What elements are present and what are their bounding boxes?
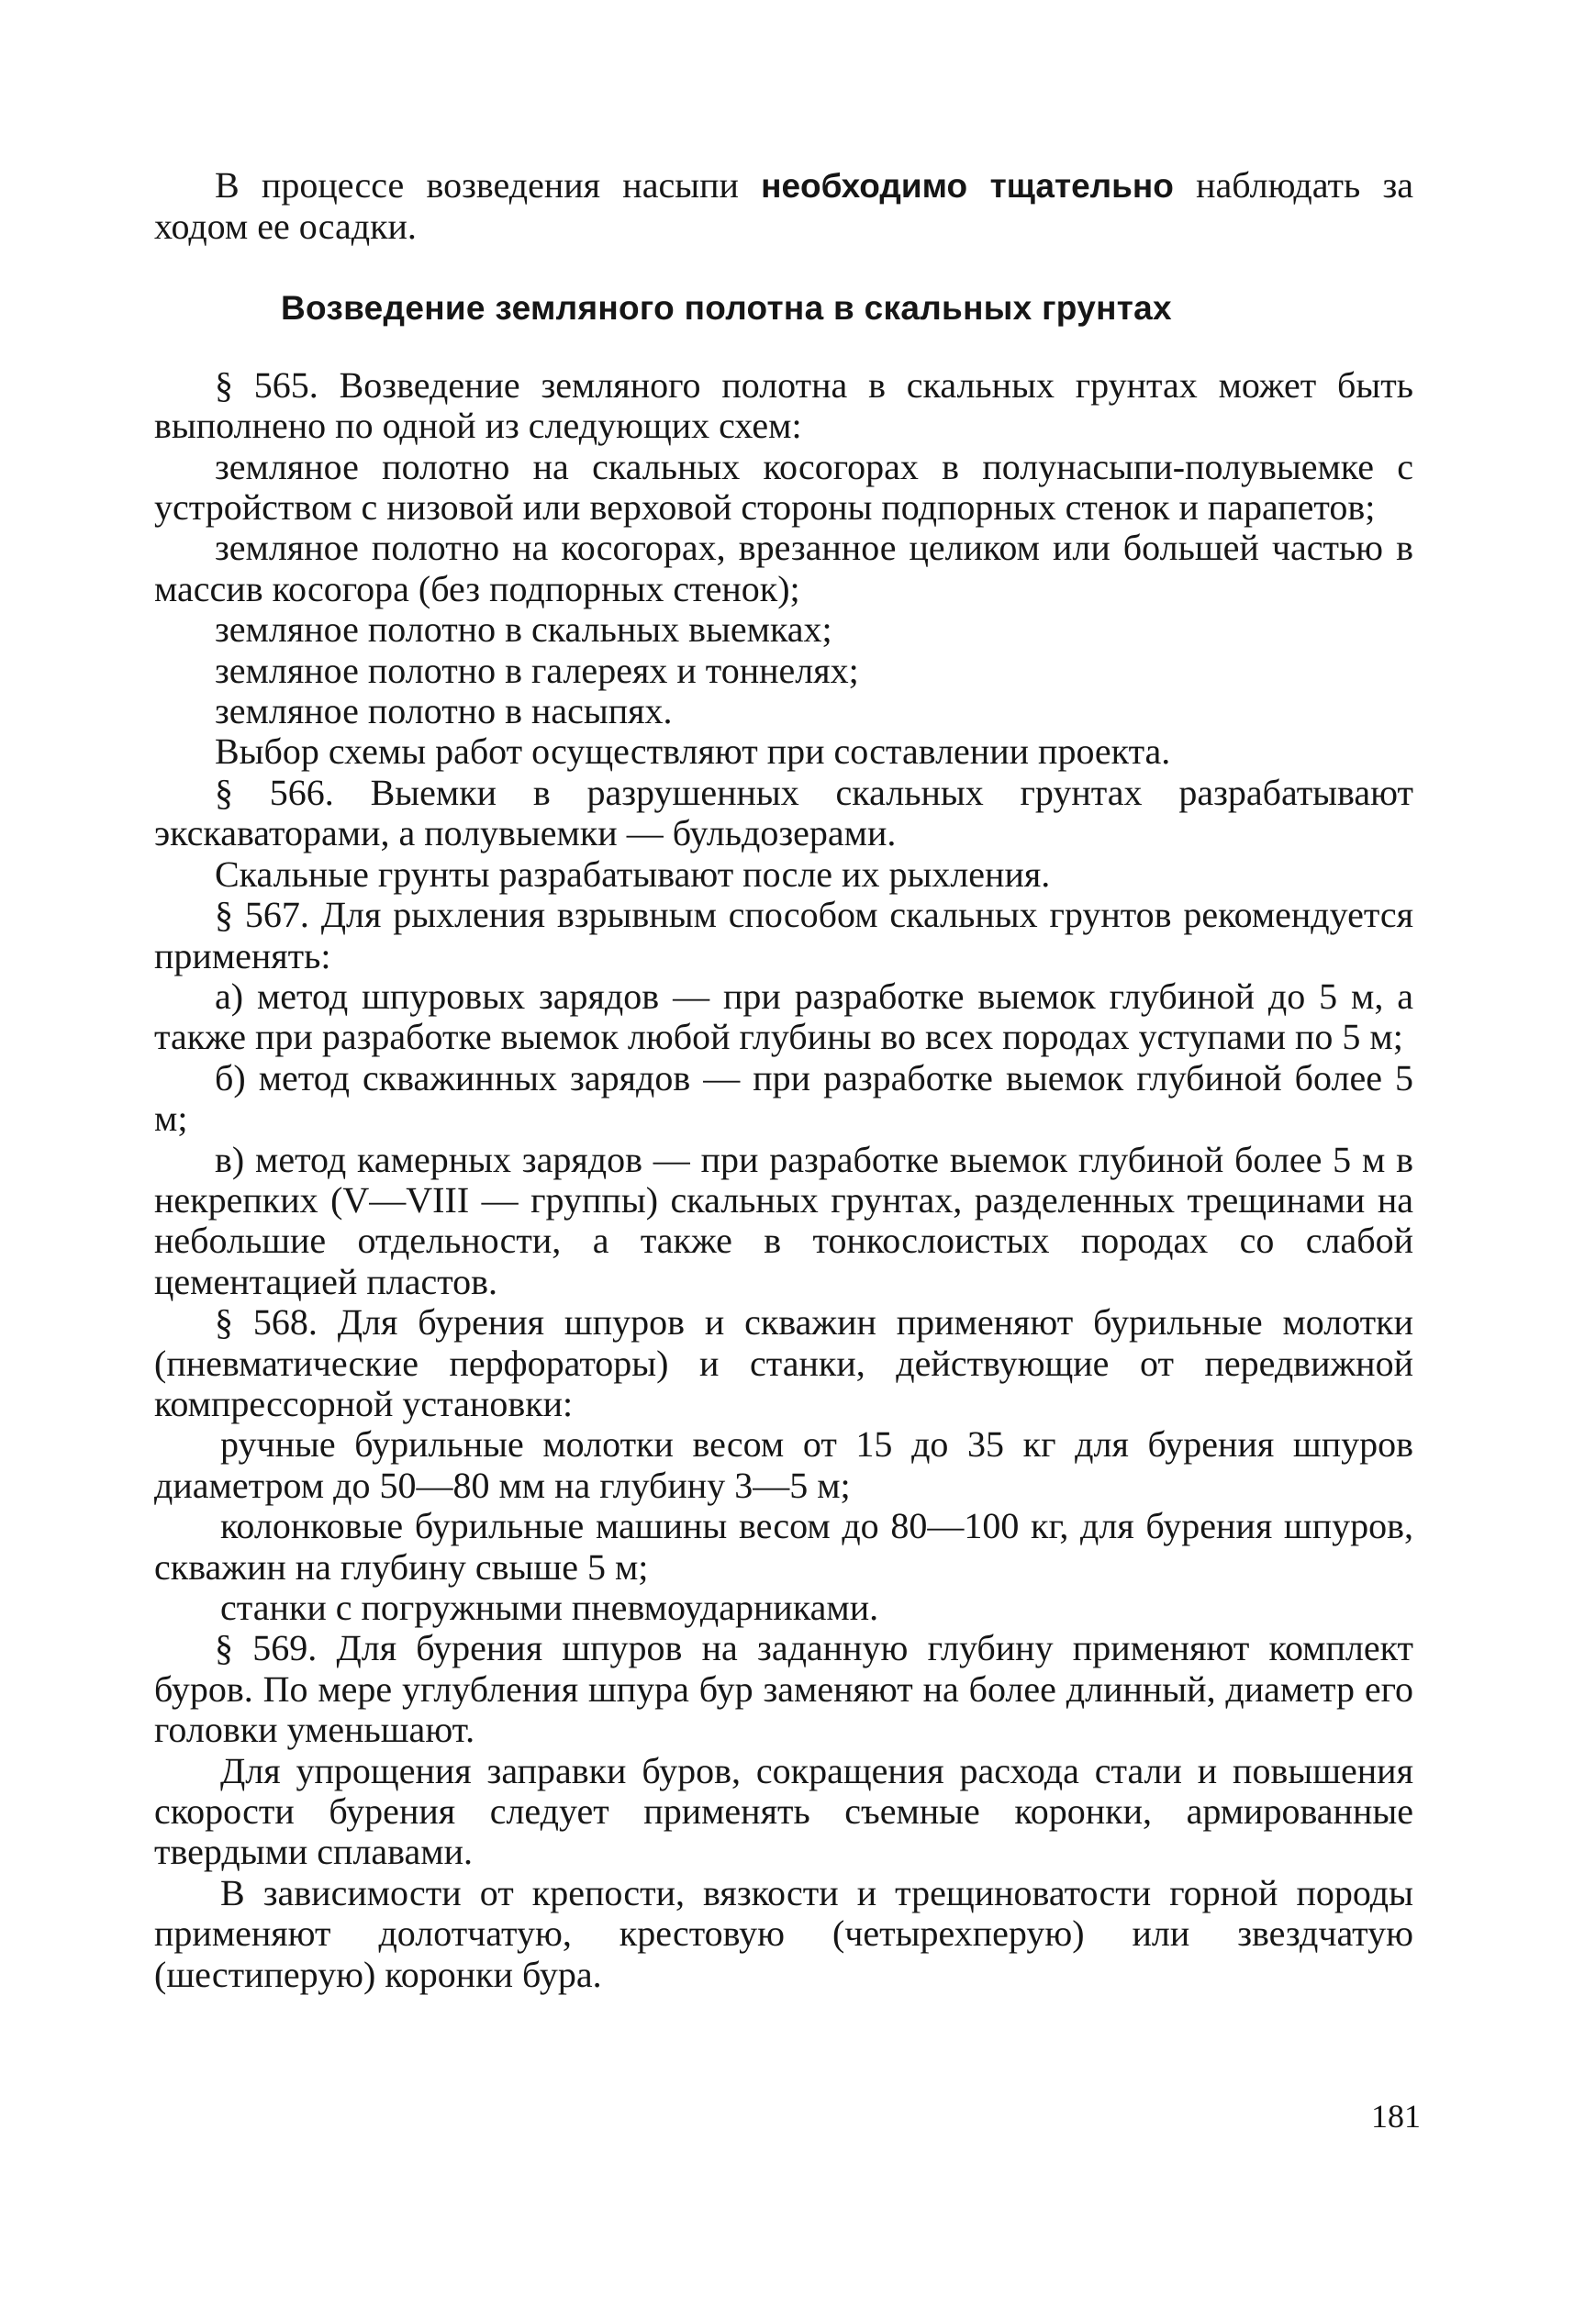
paragraph-569: § 569. Для бурения шпуров на заданную глубину применяют комплект буров. По мере углубления шпура бур заменяют на более длинный, диаметр его головки уменьшают.	[154, 1627, 1413, 1751]
scheme-item-5: земляное полотно в насыпях.	[215, 690, 673, 732]
intro-paragraph	[154, 165, 1413, 248]
section-title: Возведение земляного полотна в скальных грунтах	[281, 288, 1172, 327]
method-item-a: а) метод шпуровых зарядов — при разработке выемок глубиной до 5 м, а также при разработке выемок любой глубины во всех породах уступами по 5 м;	[154, 975, 1413, 1058]
drill-item-3: станки с погружными пневмоударниками.	[220, 1587, 879, 1628]
intro-text-end: наблюдать за ходом ее осадки.	[154, 164, 1413, 248]
rock-loosening-paragraph: Скальные грунты разрабатывают после их рыхления.	[215, 853, 1051, 895]
scheme-item-2: земляное полотно на косогорах, врезанное целиком или большей частью в массив косогора (без подпорных стенок);	[154, 527, 1413, 609]
paragraph-566: § 566. Выемки в разрушенных скальных грунтах разрабатывают экскаваторами, а полувыемки — бульдозерами.	[154, 771, 1413, 854]
intro-bold-text: необходимо тщательно	[761, 167, 1174, 205]
paragraph-567: § 567. Для рыхления взрывным способом скальных грунтов рекомендуется применять:	[154, 894, 1413, 976]
paragraph-568: § 568. Для бурения шпуров и скважин применяют бурильные молотки (пневматические перфораторы) и станки, действующие от передвижной компрессорной установки:	[154, 1301, 1413, 1424]
drill-item-2: колонковые бурильные машины весом до 80—100 кг, для бурения шпуров, скважин на глубину свыше 5 м;	[154, 1505, 1413, 1588]
scheme-item-1: земляное полотно на скальных косогорах в полунасыпи-полувыемке с устройством с низовой или верховой стороны подпорных стенок и парапетов;	[154, 445, 1413, 529]
method-item-v: в) метод камерных зарядов — при разработке выемок глубиной более 5 м в некрепких (V—VIII — группы) скальных грунтах, разделенных трещинами на небольшие отдельности, а также в тонкослоистых породах со слабой цементацией пластов.	[154, 1138, 1413, 1302]
drill-item-1: ручные бурильные молотки весом от 15 до 35 кг для бурения шпуров диаметром до 50—80 мм на глубину 3—5 м;	[154, 1423, 1413, 1506]
bit-types-paragraph: В зависимости от крепости, вязкости и трещиноватости горной породы применяют долотчатую, крестовую (четырехперую) или звездчатую (шестиперую) коронки бура.	[154, 1871, 1413, 1995]
paragraph-565: § 565. Возведение земляного полотна в скальных грунтах может быть выполнено по одной из следующих схем:	[154, 363, 1413, 447]
document-page	[154, 165, 1413, 1995]
page-number: 181	[1371, 2098, 1421, 2135]
bit-simplification-paragraph: Для упрощения заправки буров, сокращения расхода стали и повышения скорости бурения следует применять съемные коронки, армированные твердыми сплавами.	[154, 1749, 1413, 1873]
scheme-item-4: земляное полотно в галереях и тоннелях;	[215, 649, 859, 691]
intro-text-start: В процессе возведения насыпи	[215, 164, 762, 206]
scheme-item-3: земляное полотно в скальных выемках;	[215, 608, 832, 651]
method-item-b: б) метод скважинных зарядов — при разработке выемок глубиной более 5 м;	[154, 1056, 1413, 1140]
scheme-choice-paragraph: Выбор схемы работ осуществляют при составлении проекта.	[215, 730, 1171, 773]
